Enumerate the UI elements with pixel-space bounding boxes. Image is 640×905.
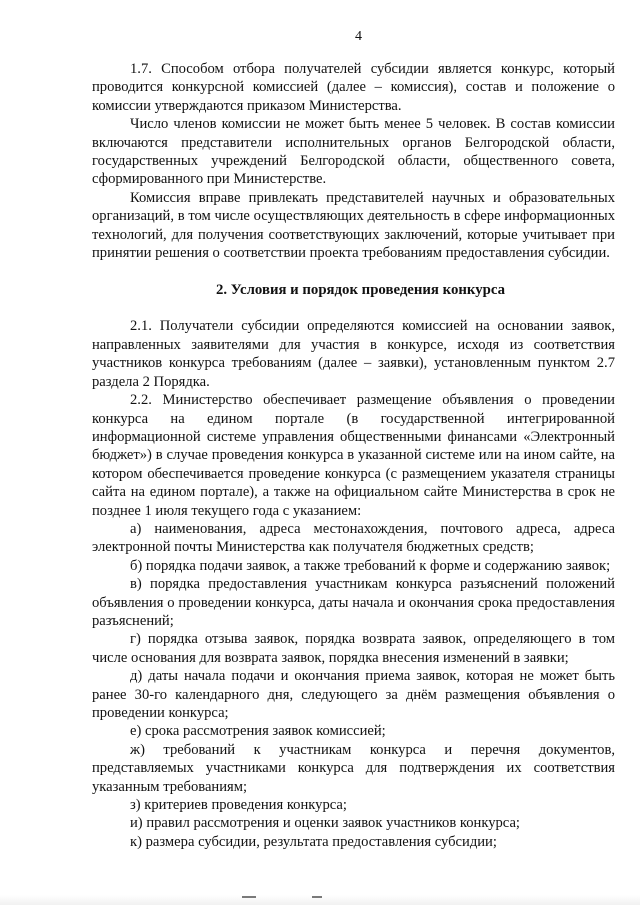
document-page [92, 28, 615, 851]
scan-mark-left [242, 896, 256, 898]
section-heading: 2. Условия и порядок проведения конкурса [216, 282, 505, 299]
list-item-z: з) критериев проведения конкурса; [130, 797, 347, 814]
paragraph-1-7: 1.7. Способом отбора получателей субсидии является конкурс, который проводится конкурсной комиссией (далее – комиссия), состав и положение о комиссии утверждаются приказом Министерства. [92, 61, 615, 114]
list-item-g: г) порядка отзыва заявок, порядка возврата заявок, определяющего в том числе основания для возврата заявок, порядка внесения изменений в заявки; [92, 631, 615, 666]
scan-mark-right [312, 896, 322, 898]
page-number: 4 [355, 29, 362, 44]
list-item-e: е) срока рассмотрения заявок комиссией; [130, 723, 386, 740]
list-item-d: д) даты начала подачи и окончания приема заявок, которая не может быть ранее 30-го календарного дня, следующего за днём размещения объявления о проведении конкурса; [92, 668, 615, 721]
list-item-a: а) наименования, адреса местонахождения, почтового адреса, адреса электронной почты Министерства как получателя бюджетных средств; [92, 520, 615, 556]
paragraph-commission-experts: Комиссия вправе привлекать представителей научных и образовательных организаций, в том числе осуществляющих деятельность в сфере информационных технологий, для получения соответствующих заключений, которые учитывает при принятии решения о соответствии проекта требованиям предоставления субсидии. [92, 189, 615, 262]
paragraph-commission-members: Число членов комиссии не может быть менее 5 человек. В состав комиссии включаются представители исполнительных органов Белгородской области, государственных учреждений Белгородской области, общественного совета, сформированного при Министерстве. [92, 116, 615, 188]
list-item-v: в) порядка предоставления участникам конкурса разъяснений положений объявления о проведении конкурса, даты начала и окончания срока предоставления разъяснений; [92, 576, 615, 629]
list-item-zh: ж) требований к участникам конкурса и перечня документов, представляемых участниками конкурса для подтверждения их соответствия указанным требованиям; [92, 741, 615, 795]
paragraph-2-1: 2.1. Получатели субсидии определяются комиссией на основании заявок, направленных заявителями для участия в конкурсе, исходя из соответствия участников конкурса требованиям (далее – заявки), установленным пунктом 2.7 раздела 2 Порядка. [92, 318, 615, 390]
list-item-k: к) размера субсидии, результата предоставления субсидии; [130, 833, 497, 850]
paragraph-2-2: 2.2. Министерство обеспечивает размещение объявления о проведении конкурса на едином портале (в государственной интегрированной информационной системе управления общественными финансами «Электронный бюджет») в случае проведения конкурса в указанной системе или на ином сайте, на котором обеспечивается проведение конкурса (с размещением указателя страницы сайта на едином портале), а также на официальном сайте Министерства в срок не позднее 1 июля текущего года с указанием: [92, 392, 615, 519]
list-item-b: б) порядка подачи заявок, а также требований к форме и содержанию заявок; [130, 557, 611, 574]
list-item-i: и) правил рассмотрения и оценки заявок участников конкурса; [130, 815, 520, 832]
